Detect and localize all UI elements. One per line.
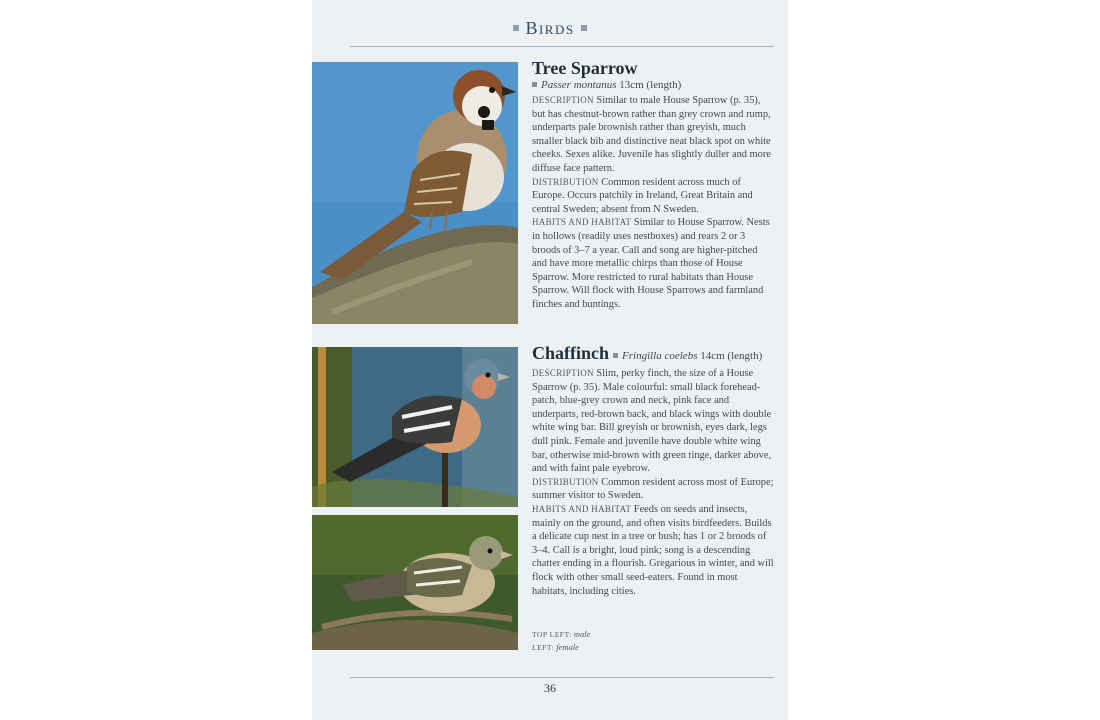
chaffinch-male-photo	[312, 347, 518, 507]
square-bullet-icon	[613, 353, 618, 358]
habits-paragraph	[532, 503, 774, 598]
species-heading	[532, 58, 774, 79]
paragraph-label: DISTRIBUTION	[532, 476, 599, 487]
species-subheading	[532, 79, 774, 91]
species-entry-chaffinch	[532, 343, 774, 598]
description-paragraph	[532, 367, 774, 476]
caption-value: female	[556, 642, 579, 652]
distribution-paragraph	[532, 176, 774, 217]
paragraph-label: DISTRIBUTION	[532, 176, 599, 187]
square-bullet-icon	[532, 82, 537, 87]
paragraph-text: Common resident across most of Europe; summer visitor to Sweden.	[532, 476, 774, 502]
section-title: Birds	[525, 18, 575, 38]
habits-paragraph	[532, 216, 774, 311]
paragraph-text: Common resident across much of Europe. Occurs patchily in Ireland, Great Britain and central Sweden; absent from N Sweden.	[532, 176, 753, 215]
latin-name: Fringilla coelebs	[622, 350, 698, 362]
header-rule	[350, 46, 774, 47]
species-name: Tree Sparrow	[532, 58, 638, 78]
paragraph-label: HABITS AND HABITAT	[532, 503, 632, 514]
caption-value: male	[573, 629, 591, 639]
species-name: Chaffinch	[532, 343, 610, 363]
species-description	[532, 367, 774, 598]
caption-label: TOP LEFT:	[532, 630, 572, 639]
photo-captions	[532, 628, 590, 654]
chaffinch-female-photo	[312, 515, 518, 650]
paragraph-label: DESCRIPTION	[532, 95, 594, 105]
paragraph-text: Slim, perky finch, the size of a House Sparrow (p. 35). Male colourful: small black forehead-patch, blue-grey crown and neck, pink face and underparts, red-brown back, and black wings with double white wing bar. Bill greyish or brownish, eyes dark, legs dull pink. Female and juvenile have double white wing bar, otherwise mid-brown with green tinge, darker above, and with faint pale eyebrow.	[532, 368, 772, 475]
species-length: 14cm (length)	[700, 350, 763, 362]
section-header	[312, 18, 788, 39]
paragraph-text: Feeds on seeds and insects, mainly on the ground, and often visits birdfeeders. Builds a delicate cup nest in a tree or bush; has 1 or 2 broods of 3–4. Call is a bright, loud pink; song is a descending chatter ending in a flourish. Gregarious in winter, and will flock with other small seed-eaters. Found in most habitats, including cities.	[532, 503, 774, 597]
paragraph-label: HABITS AND HABITAT	[532, 217, 632, 228]
tree-sparrow-photo	[312, 62, 518, 324]
paragraph-label: DESCRIPTION	[532, 368, 594, 378]
species-length: 13cm (length)	[619, 79, 682, 91]
square-bullet-icon	[513, 25, 519, 31]
book-page	[312, 0, 788, 720]
footer-rule	[350, 677, 774, 678]
caption-line	[532, 628, 590, 641]
paragraph-text: Similar to House Sparrow. Nests in hollows (readily uses nestboxes) and rears 2 or 3 broods of 3–7 a year. Call and song are higher-pitched and have more metallic chirps than those of House Sparrow. More restricted to rural habitats than House Sparrow. Will flock with House Sparrows and farmland finches and buntings.	[532, 217, 770, 310]
species-description	[532, 94, 774, 312]
distribution-paragraph	[532, 476, 774, 503]
species-heading	[532, 343, 774, 364]
species-entry-tree-sparrow	[532, 58, 774, 312]
paragraph-text: Similar to male House Sparrow (p. 35), but has chestnut-brown rather than grey crown and rump, underparts pale brownish rather than greyish, much smaller black bib and distinctive neat black spot on white cheeks. Sexes alike. Juvenile has slightly duller and more diffuse face pattern.	[532, 95, 771, 174]
page-number: 36	[544, 681, 556, 695]
square-bullet-icon	[581, 25, 587, 31]
caption-line	[532, 641, 590, 654]
caption-label: LEFT:	[532, 643, 555, 652]
description-paragraph	[532, 94, 774, 176]
latin-name: Passer montanus	[541, 79, 617, 91]
